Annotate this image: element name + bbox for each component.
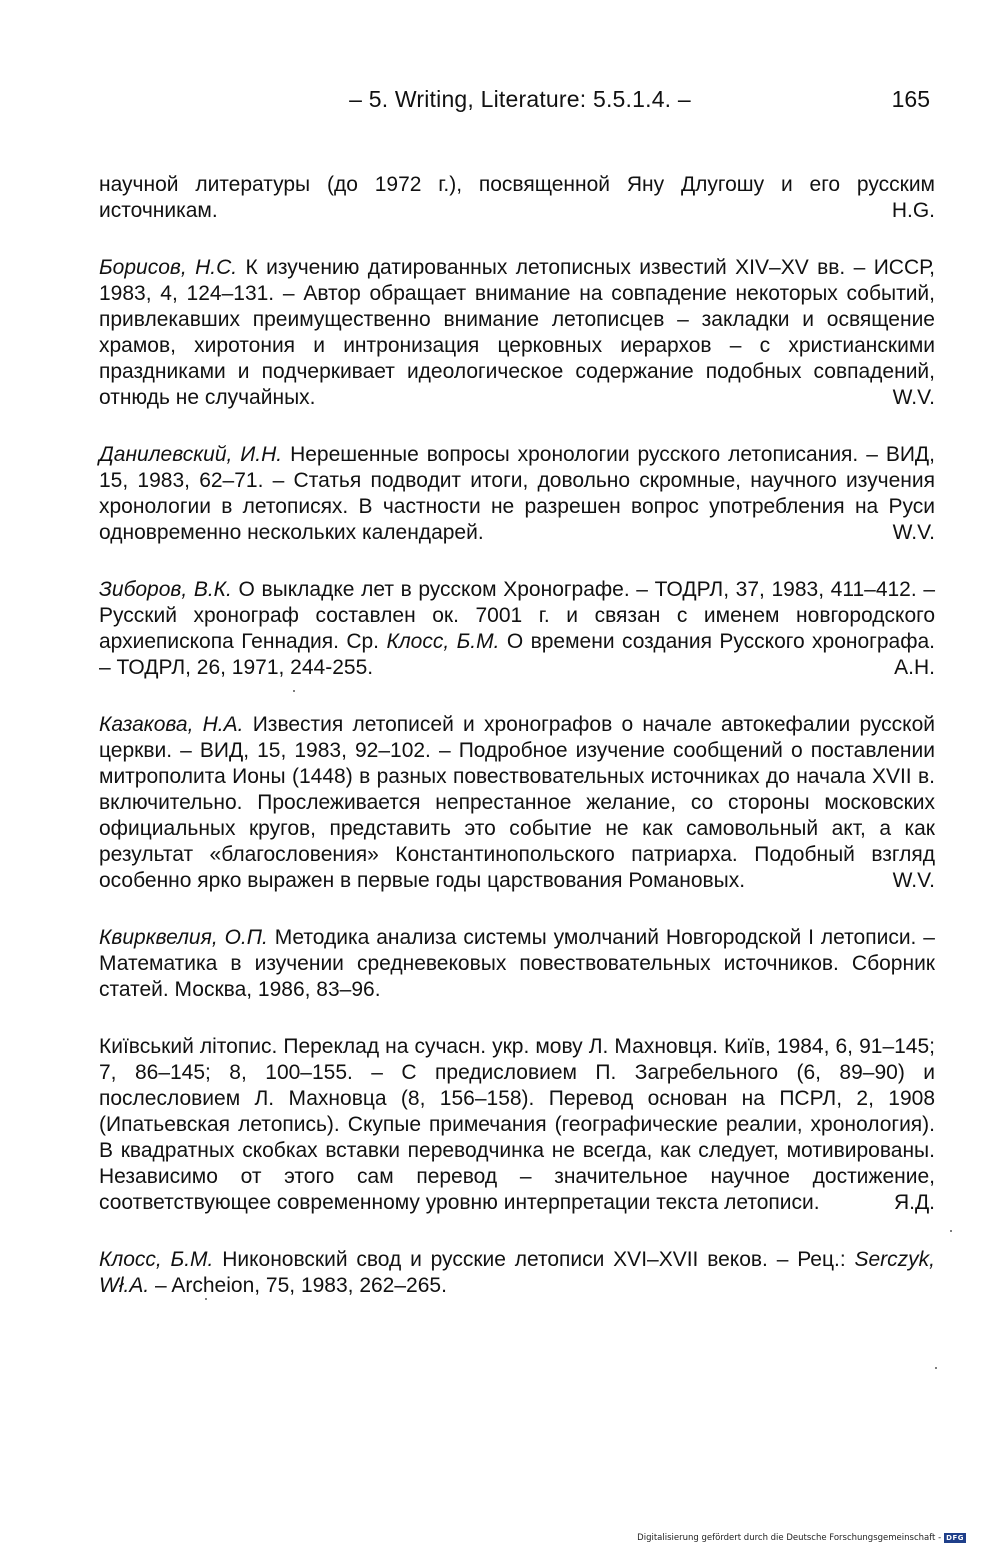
reviewer-initials: H.G. xyxy=(891,199,935,222)
scan-speck xyxy=(293,690,295,692)
reviewer-initials: A.H. xyxy=(894,656,935,679)
reviewer-initials: Я.Д. xyxy=(893,1191,935,1214)
entry-text: Нерешенные вопросы хронологии русского летописания. – ВИД, 15, 1983, 62–71. – Статья подводит итоги, довольно скромные, научного изучения хронологии в летописях. В частности не разрешен вопрос употребления на Руси одновременно нескольких календарей. xyxy=(99,443,935,544)
bibliography-entry xyxy=(99,577,935,681)
scan-speck xyxy=(935,1367,937,1369)
reviewer-initials: W.V. xyxy=(892,386,935,409)
entry-reviewer-name: Serczyk, Wł.A. xyxy=(99,1248,935,1297)
entry-author: Зиборов, В.К. xyxy=(99,578,232,601)
dfg-logo: DFG xyxy=(946,1534,964,1542)
entry-text: Известия летописей и хронографов о начале автокефалии русской церкви. – ВИД, 15, 1983, 92–102. – Подробное изучение сообщений о поставлении митрополита Ионы (1448) в разных повествовательных источниках до начала XVII в. включительно. Прослеживается непрестанное желание, со стороны московских официальных кругов, представить это событие не как самовольный акт, а как результат «благословения» Константинопольского патриарха. Подобный взгляд особенно ярко выражен в первые годы царствования Романовых. xyxy=(99,713,935,892)
reviewer-initials: W.V. xyxy=(892,521,935,544)
bibliography-list xyxy=(99,172,935,1330)
bibliography-entry xyxy=(99,1034,935,1216)
scan-speck xyxy=(950,1230,952,1232)
entry-author: Борисов, Н.С. xyxy=(99,256,238,279)
entry-author: Клосс, Б.М. xyxy=(99,1248,214,1271)
entry-text: К изучению датированных летописных известий XIV–XV вв. – ИССР, 1983, 4, 124–131. – Автор обращает внимание на совпадение некоторых событий, привлекавших преимущественно внимание летописцев – закладки и освящение храмов, хиротония и интронизация церковных иерархов – с христианскими праздниками и подчеркивает идеологическое содержание подобных совпадений, отнюдь не случайных. xyxy=(99,256,935,409)
entry-text: Никоновский свод и русские летописи XVI–XVII веков. – Рец.: xyxy=(213,1248,855,1271)
running-title: – 5. Writing, Literature: 5.5.1.4. – xyxy=(349,86,691,112)
entry-text: О выкладке лет в русском Хронографе. – ТОДРЛ, 37, 1983, 411–412. – Русский хронограф составлен ок. 7001 г. и связан с именем новгородского архиепископа Геннадия. Ср. xyxy=(99,578,935,653)
entry-text-continued: О времени создания Русского хронографа. – ТОДРЛ, 26, 1971, 244-255. xyxy=(99,630,935,679)
entry-cross-reference-author: Клосс, Б.М. xyxy=(386,630,500,653)
bibliography-entry xyxy=(99,442,935,546)
page-number: 165 xyxy=(891,86,930,112)
entry-author: Данилевский, И.Н. xyxy=(99,443,283,466)
entry-text-continued: – Archeion, 75, 1983, 262–265. xyxy=(149,1274,447,1297)
scan-speck xyxy=(205,1298,207,1300)
reviewer-initials: W.V. xyxy=(892,869,935,892)
bibliography-entry xyxy=(99,172,935,224)
entry-text: Методика анализа системы умолчаний Новгородской I летописи. – Математика в изучении средневековых повествовательных источников. Сборник статей. Москва, 1986, 83–96. xyxy=(99,926,935,1001)
bibliography-entry xyxy=(99,255,935,411)
entry-text: научной литературы (до 1972 г.), посвященной Яну Длугошу и его русским источникам. xyxy=(99,173,935,222)
digitization-footer xyxy=(637,1533,966,1543)
bibliography-entry xyxy=(99,712,935,894)
entry-text: Київський літопис. Переклад на сучасн. укр. мову Л. Махновця. Київ, 1984, 6, 91–145; 7, 86–145; 8, 100–155. – С предисловием П. Загребельного (6, 89–90) и послесловием Л. Махновца (8, 156–158). Перевод основан на ПСРЛ, 2, 1908 (Ипатьевская летопись). Скупые примечания (географические реалии, хронология). В квадратных скобках вставки переводчинка не всегда, как следует, мотивированы. Независимо от этого сам перевод – значительное научное достижение, соответствующее современному уровню интерпретации текста летописи. xyxy=(99,1035,935,1214)
entry-author: Квирквелия, О.П. xyxy=(99,926,268,949)
bibliography-entry xyxy=(99,1247,935,1299)
bibliography-entry xyxy=(99,925,935,1003)
footer-text: Digitalisierung gefördert durch die Deutsche Forschungsgemeinschaft - xyxy=(637,1533,942,1543)
entry-author: Казакова, Н.А. xyxy=(99,713,244,736)
